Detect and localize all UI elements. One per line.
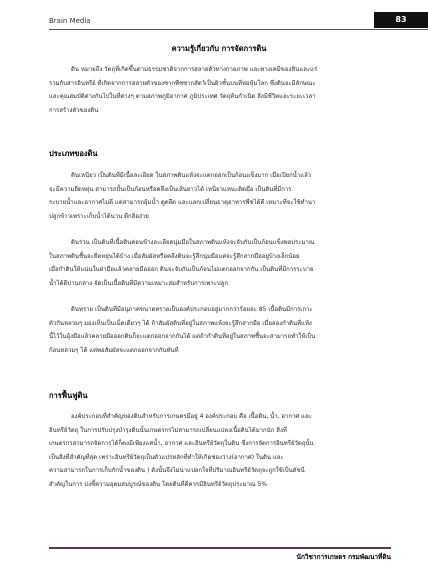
header-brand: Brain Media [49, 17, 91, 25]
paragraph-sand [49, 303, 391, 357]
text-line: เมื่อกำดินให้แน่นในฝ่ามือแล้วคลายมือออก ดินจะจับกันเป็นก้อนไม่แตกออกจากกัน เป็นดินที่มีการระบาย [49, 266, 314, 273]
text-line: องค์ประกอบที่สำคัญของดินสำหรับการเกษตรมีอยู่ 4 องค์ประกอบ คือ เนื้อดิน, น้ำ, อากาศ และ [71, 413, 312, 420]
text-line: สำคัญในการ บ่งชี้ความอุดมสมบูรณ์ของดิน โดยดินที่ดีควรมีอินทรีย์วัตถุประมาณ 5% [49, 480, 267, 488]
text-line: จะมีความยืดหยุ่น สามารถปั้นเป็นก้อนหรือคลึงเป็นเส้นยาวได้ เหนียวแหนะติดมือ เป็นดินที่มีการ [49, 185, 292, 193]
section-heading-soil-restoration: การฟื้นฟูดิน [49, 391, 88, 400]
text-line: ดินทราย เป็นดินที่มีอนุภาคขนาดทรายเป็นองค์ประกอบอยู่มากกว่าร้อยละ 85 เนื้อดินมีการเกาะ [71, 306, 313, 313]
text-line: ดินเหนียว เป็นดินที่มีเนื้อละเอียด ในสภาพดินแห้งจะแตกออกเป็นก้อนแข็งมาก เมื่อเปียกน้ำแล้ว [71, 172, 312, 179]
text-line: และคุณสมบัติต่างกันไปในที่ต่างๆ ตามสภาพภูมิอากาศ ภูมิประเทศ วัตถุต้นกำเนิด สิ่งมีชีวิตและระยะเวลา [49, 93, 316, 100]
text-line: นี้ไว้ในอุ้งมือแล้วคลายมือออกดินก็จะแตกออกจากกันได้ แต่ถ้ากำดินที่อยู่ในสภาพชื้นจะสามารถทำให้เป็น [49, 333, 316, 340]
text-line: เป็นสิ่งที่สำคัญที่สุด เพราะอินทรีย์วัตถุเป็นตัวแปรหลักที่ทำให้เกิดช่องว่าง(อากาศ) ในดิน และ [49, 453, 284, 461]
text-line: ในสภาพดินชื้นจะยืดหยุ่นได้บ้าง เมื่อสัมผัสหรือคลึงดินจะรู้สึกนุ่มมือแต่จะรู้สึกสากมืออยู่บ้างเล็กน้อย [49, 252, 300, 260]
text-line: อินทรีย์วัตถุ ในการปรับปรุงบำรุงดินนั้นเกษตรกรไม่สามารถเปลี่ยนแปลงเนื้อดินได้มากนัก สิ่งที่ [49, 426, 287, 434]
footer-rule [49, 547, 391, 549]
paragraph-loam [49, 236, 391, 290]
intro-paragraph [49, 63, 391, 117]
page-title: ความรู้เกี่ยวกับ การจัดการดิน [171, 44, 267, 53]
page-number-badge: 83 [374, 12, 428, 28]
text-line: น้ำได้ดีปานกลาง จัดเป็นเนื้อดินที่มีความเหมาะสมสำหรับการเพาะปลูก [49, 279, 228, 287]
text-line: ดินร่วน เป็นดินที่เนื้อดินค่อนข้างละเอียดนุ่มมือในสภาพดินแห้งจะจับกันเป็นก้อนแข็งพอประมาณ [71, 239, 315, 246]
text-line: ปลูกข้าวเพราะเก็บน้ำได้นาน ดีกลิ่อง่าย [49, 212, 149, 220]
text-line: ความสามารถในการเก็บกักน้ำของดิน ) ดังนั้นจึงไม่น่าแปลกใจที่ปริมาณอินทรีย์วัตถุจะถูกใช้เป็นดัชนี [49, 467, 305, 474]
paragraph-clay [49, 169, 391, 223]
text-line: ดิน หมายถึง วัตถุที่เกิดขึ้นตามธรรมชาติจากการสลายตัวทางกายภาพ และทางเคมีของหินและแร่ [71, 66, 318, 73]
text-line: ตัวกันหลวมๆ มองเห็นเป็นเม็ดเดี่ยวๆ ได้ ถ้าสัมผัสดินที่อยู่ในสภาพแห้งจะรู้สึกสากมือ เมื่อลองกำดินที่แห้ง [49, 319, 312, 327]
text-line: ก้อนหลวมๆ ได้ แต่พอสัมผัสจะแตกออกจากกันทันที [49, 346, 179, 354]
text-line: การสร้างตัวของดิน [49, 106, 99, 114]
paragraph-restoration [49, 410, 391, 491]
header-rule [49, 29, 428, 30]
text-line: ระบายน้ำและอากาศไม่ดี แต่สามารถอุ้มน้ำ ดูดยึด และแลกเปลี่ยนธาตุอาหารพืชได้ดี เหมาะที่จะใช้ทำนา [49, 199, 316, 206]
text-line: รวมกับสารอินทรีย์ ที่เกิดจากการสลายตัวของซากพืชซากสัตว์เป็นผิวชั้นบนที่ห่อหุ้มโลก ซึ่งดินจะมีลักษณะ [49, 79, 316, 87]
footer-credit: นักวิชาการเกษตร กรมพัฒนาที่ดิน [296, 553, 391, 561]
text-line: เกษตรกรสามารถจัดการได้ก็คงมีเพียงแค่น้ำ, อากาศ และอินทรีย์วัตถุในดิน ซึ่งการจัดการอินทรีย์วัตถุนั้น [49, 440, 314, 447]
section-heading-soil-types: ประเภทของดิน [49, 149, 98, 158]
